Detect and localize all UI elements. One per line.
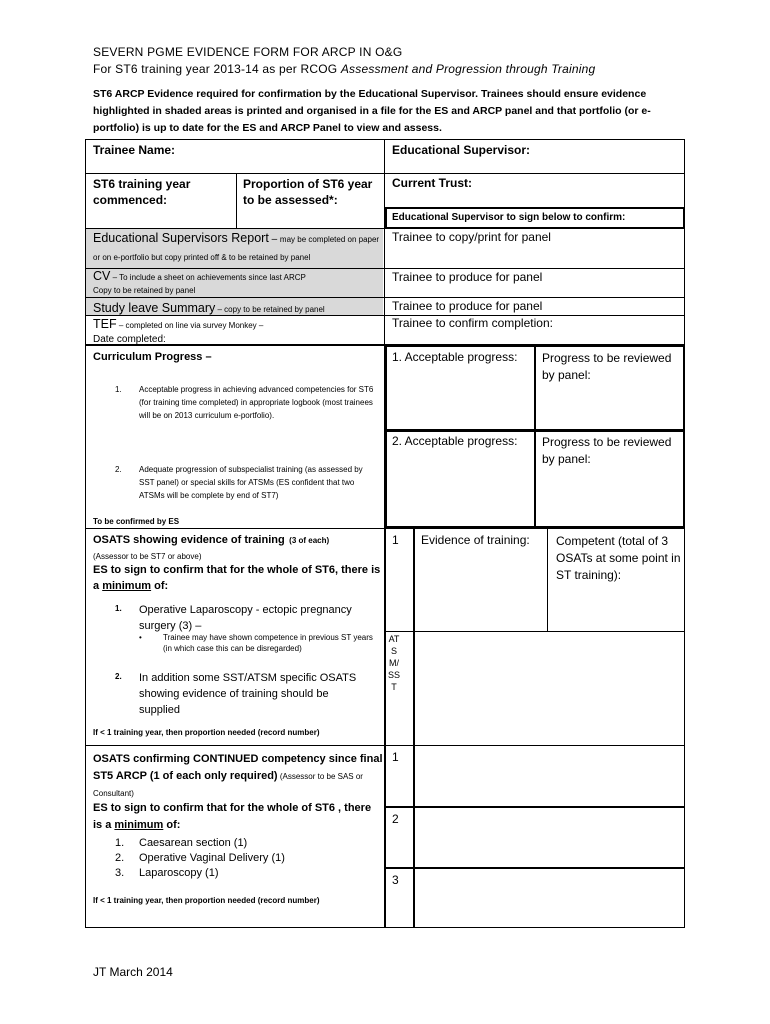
osats2-cell: OSATS confirming CONTINUED competency since final ST5 ARCP (1 of each only required) (Assessor to be SAS or Consultant) ES to sign to confirm that for the whole of ST6 , there is a minimum of: (93, 753, 383, 831)
osats1-num: 1 (392, 533, 399, 547)
es-report-action: Trainee to copy/print for panel (392, 230, 551, 244)
st6-year-label: ST6 training year commenced: (93, 177, 191, 207)
form-subtitle: For ST6 training year 2013-14 as per RCOG Assessment and Progression through Training (93, 62, 596, 76)
es-sign-label: Educational Supervisor to sign below to confirm: (392, 212, 626, 223)
osats1-cell: OSATS showing evidence of training (3 of each) (Assessor to be ST7 or above) ES to sign to confirm that for the whole of ST6, there is a minimum of: (93, 534, 381, 592)
trainee-name-label: Trainee Name: (93, 143, 176, 157)
atsm-sst-vertical-label: ATSM/SST (388, 634, 401, 692)
progress-2-review: Progress to be reviewed by panel: (542, 435, 672, 466)
cv-action: Trainee to produce for panel (392, 270, 543, 284)
osats1-competent: Competent (total of 3 OSATs at some point in ST training): (556, 534, 681, 582)
progress-1-review: Progress to be reviewed by panel: (542, 351, 672, 382)
osats2-num-2: 2 (392, 812, 399, 826)
osats2-items: 1. Caesarean section (1) 2. Operative Vaginal Delivery (1) 3. Laparoscopy (1) (115, 837, 285, 879)
form-title: SEVERN PGME EVIDENCE FORM FOR ARCP IN O&G (93, 45, 403, 59)
progress-1-label: 1. Acceptable progress: (392, 350, 518, 364)
footer: JT March 2014 (93, 965, 173, 979)
educational-supervisor-label: Educational Supervisor: (392, 143, 531, 157)
es-report-cell: Educational Supervisors Report – may be completed on paper or on e-portfolio but copy printed off & to be retained by panel (93, 231, 380, 262)
progress-2-label: 2. Acceptable progress: (392, 434, 518, 448)
curriculum-item-1: 1. Acceptable progress in achieving advanced competencies for ST6 (for training time completed) in appropriate logbook (most trainees will be on 2013 curriculum e-portfolio). (115, 385, 374, 420)
osats1-item-2: 2. In addition some SST/ATSM specific OSATS showing evidence of training should be supplied (115, 672, 357, 716)
osats1-bullet: • Trainee may have shown competence in previous ST years (in which case this can be disregarded) (139, 633, 373, 653)
osats1-item-1: 1. Operative Laparoscopy - ectopic pregnancy surgery (3) – (115, 604, 352, 632)
tef-cell: TEF – completed on line via survey Monkey – Date completed: (93, 317, 264, 345)
osats1-evidence: Evidence of training: (421, 533, 530, 547)
tef-action: Trainee to confirm completion: (392, 316, 553, 330)
osats1-note: If < 1 training year, then proportion needed (record number) (93, 728, 320, 737)
current-trust-label: Current Trust: (392, 176, 473, 190)
curriculum-item-2: 2. Adequate progression of subspecialist training (as assessed by SST panel) or special skills for ATSMs (ES confident that two ATSMs will be complete by end of ST7) (115, 465, 363, 500)
study-leave-cell: Study leave Summary – copy to be retained by panel (93, 301, 325, 315)
osats2-num-3: 3 (392, 873, 399, 887)
curriculum-title: Curriculum Progress – (93, 351, 212, 363)
proportion-label: Proportion of ST6 year to be assessed*: (243, 177, 373, 207)
curriculum-confirm: To be confirmed by ES (93, 517, 180, 526)
study-leave-action: Trainee to produce for panel (392, 299, 543, 313)
osats2-note: If < 1 training year, then proportion needed (record number) (93, 896, 320, 905)
intro-text: ST6 ARCP Evidence required for confirmation by the Educational Supervisor. Trainees should ensure evidence highlighted in shaded areas is printed and organised in a file for the ES and ARCP panel and that portfolio (or e-portfolio) is up to date for the ES and ARCP Panel to view and assess. (93, 88, 651, 134)
cv-cell: CV – To include a sheet on achievements since last ARCP Copy to be retained by panel (93, 269, 306, 295)
osats2-num-1: 1 (392, 750, 399, 764)
